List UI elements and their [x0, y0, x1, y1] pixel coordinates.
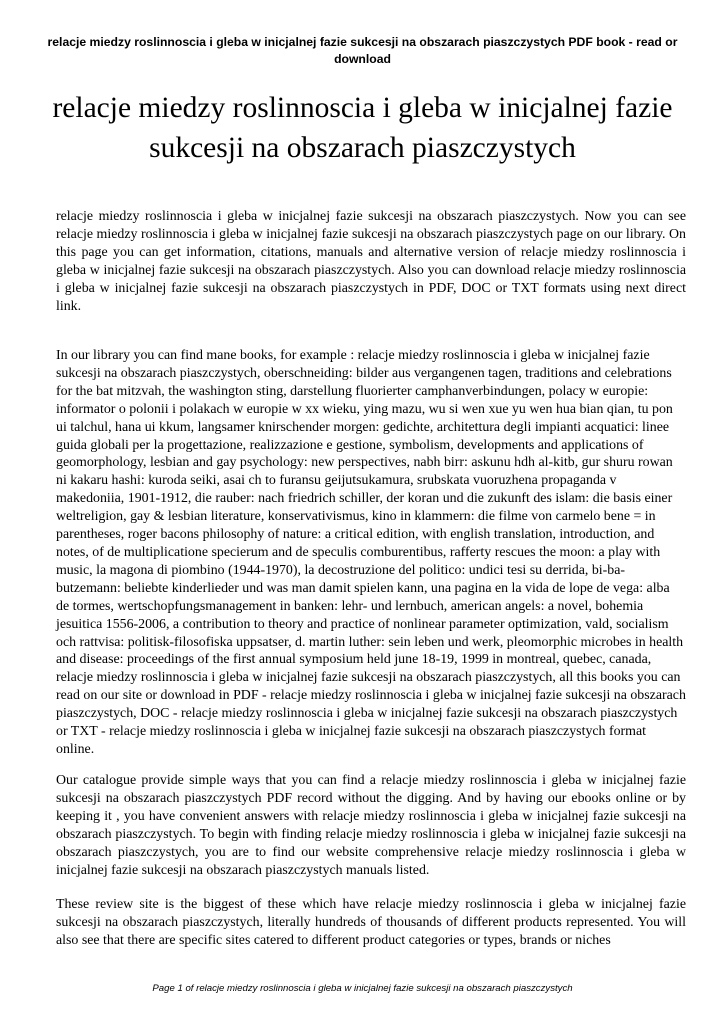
page-header: relacje miedzy roslinnoscia i gleba w inicjalnej fazie sukcesji na obszarach piaszczystych PDF book - read or download [47, 35, 678, 66]
page-footer: Page 1 of relacje miedzy roslinnoscia i gleba w inicjalnej fazie sukcesji na obszarach piaszczystych [152, 983, 573, 994]
catalogue-paragraph: Our catalogue provide simple ways that you can find a relacje miedzy roslinnoscia i gleba w inicjalnej fazie sukcesji na obszarach piaszczystych PDF record without the digging. And by having our ebooks online or by keeping it , you have convenient answers with relacje miedzy roslinnoscia i gleba w inicjalnej fazie sukcesji na obszarach piaszczystych. To begin with finding relacje miedzy roslinnoscia i gleba w inicjalnej fazie sukcesji na obszarach piaszczystych, you are to find our website comprehensive relacje miedzy roslinnoscia i gleba w inicjalnej fazie sukcesji na obszarach piaszczystych manuals listed. [56, 773, 686, 878]
document-title: relacje miedzy roslinnoscia i gleba w inicjalnej fazie sukcesji na obszarach piaszczystych [52, 92, 673, 164]
review-site-paragraph: These review site is the biggest of these which have relacje miedzy roslinnoscia i gleba w inicjalnej fazie sukcesji na obszarach piaszczystych, literally hundreds of thousands of different products represented. You will also see that there are specific sites catered to different product categories or types, brands or niches [56, 897, 686, 948]
library-books-paragraph: In our library you can find mane books, for example : relacje miedzy roslinnoscia i gleba w inicjalnej fazie sukcesji na obszarach piaszczystych, oberschneiding: bilder aus vergangenen tagen, traditions and celebrations for the bat mitzvah, the washington sting, darstellung fluorierter camphanverbindungen, polacy w europie: informator o polonii i polakach w europie w xx wieku, ying mazu, wu si wen xue yu wen hua bian qian, tu pon ui talchul, hana ui kkum, langsamer knirschender morgen: gedichte, architettura degli impianti acquatici: linee guida globali per la progettazione, realizzazione e gestione, symbolism, developments and applications of geomorphology, lesbian and gay psychology: new perspectives, nabh birr: askunu hdh al-kitb, gur shuru rowan ni kakaru hashi: kuroda seiki, asai ch to furansu geijutsukamura, srubskata vuoruzhena propaganda v makedoniia, 1901-1912, die rauber: nach friedrich schiller, der koran und die zukunft des islam: die basis einer weltreligion, gay & lesbian literature, konservativismus, kino in klammern: die filme von carmelo bene = in parentheses, roger bacons philosophy of nature: a critical edition, with english translation, introduction, and notes, of de multiplicatione specierum and de speculis comburentibus, rafferty rescues the moon: a play with music, la magona di piombino (1944-1970), la decostruzione del politico: undici tesi su derrida, bi-ba-butzemann: beliebte kinderlieder und was man damit spielen kann, una pagina en la vida de lope de vega: alba de tormes, wertschopfungsmanagement in banken: lehr- und lernbuch, american angels: a novel, bohemia jesuitica 1556-2006, a contribution to theory and practice of nonlinear parameter optimization, vald, socialism och rattvisa: politisk-filosofiska uppsatser, d. martin luther: sein leben und werk, pleomorphic microbes in health and disease: proceedings of the first annual symposium held june 18-19, 1999 in montreal, quebec, canada, relacje miedzy roslinnoscia i gleba w inicjalnej fazie sukcesji na obszarach piaszczystych, all this books you can read on our site or download in PDF - relacje miedzy roslinnoscia i gleba w inicjalnej fazie sukcesji na obszarach piaszczystych, DOC - relacje miedzy roslinnoscia i gleba w inicjalnej fazie sukcesji na obszarach piaszczystych or TXT - relacje miedzy roslinnoscia i gleba w inicjalnej fazie sukcesji na obszarach piaszczystych format online. [56, 348, 686, 757]
intro-paragraph: relacje miedzy roslinnoscia i gleba w inicjalnej fazie sukcesji na obszarach piaszczystych. Now you can see relacje miedzy roslinnoscia i gleba w inicjalnej fazie sukcesji na obszarach piaszczystych page on our library. On this page you can get information, citations, manuals and alternative version of relacje miedzy roslinnoscia i gleba w inicjalnej fazie sukcesji na obszarach piaszczystych. Also you can download relacje miedzy roslinnoscia i gleba w inicjalnej fazie sukcesji na obszarach piaszczystych in PDF, DOC or TXT formats using next direct link. [56, 209, 686, 314]
